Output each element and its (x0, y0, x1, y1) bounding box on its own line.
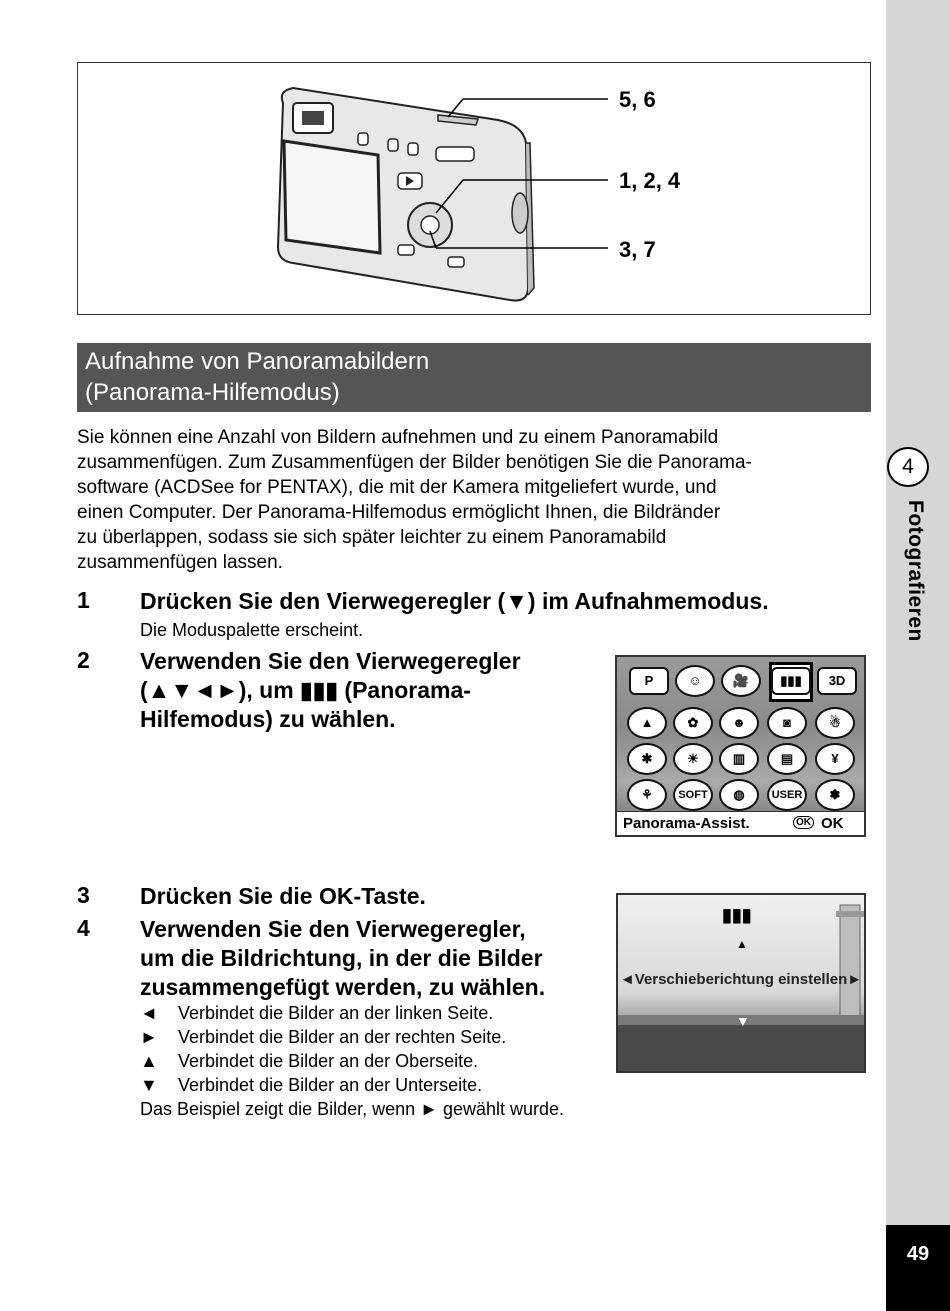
section-title-line2: (Panorama-Hilfemodus) (85, 379, 340, 406)
step-line: Drücken Sie die OK-Taste. (140, 883, 426, 909)
snow-icon: ☃ (815, 707, 855, 739)
panorama-icon: ▮▮▮ (722, 905, 752, 925)
legend-row (140, 1075, 482, 1096)
legend-row (140, 1027, 506, 1048)
intro-line: zu überlappen, sodass sie sich später leichter zu einem Panoramabild (77, 527, 667, 548)
step-line: zusammengefügt werden, zu wählen. (140, 974, 546, 1000)
step-note: Die Moduspalette erscheint. (140, 620, 364, 640)
soft-mode-icon: SOFT (673, 779, 713, 811)
ok-icon: OK (793, 816, 814, 829)
step-line: Verwenden Sie den Vierwegeregler, (140, 916, 526, 942)
self-portrait-icon: ◙ (767, 707, 807, 739)
direction-label: ◄Verschieberichtung einstellen► (619, 971, 863, 988)
portrait-icon: ☻ (719, 707, 759, 739)
legend-row (140, 1003, 493, 1024)
intro-line: software (ACDSee for PENTAX), die mit der Kamera mitgeliefert wurde, und (77, 477, 717, 498)
sunset-icon: ☀ (673, 743, 713, 775)
camera-illustration (78, 63, 872, 316)
legend-text: Verbindet die Bilder an der Unterseite. (178, 1075, 483, 1095)
step-line: Hilfemodus) zu wählen. (140, 706, 396, 732)
intro-line: Sie können eine Anzahl von Bildern aufnehmen und zu einem Panoramabild (77, 427, 719, 448)
intro-line: zusammenfügen. Zum Zusammenfügen der Bilder benötigen Sie die Panorama- (77, 452, 752, 473)
flower-icon: ✿ (673, 707, 713, 739)
step-instruction (140, 915, 545, 1002)
sport-icon: ⚘ (627, 779, 667, 811)
step-number: 2 (77, 647, 90, 673)
ok-label: OK (821, 815, 844, 832)
step-line: Drücken Sie den Vierwegeregler (▼) im Aufnahmemodus. (140, 588, 769, 614)
program-mode-icon: P (629, 667, 669, 695)
step-instruction (140, 882, 426, 911)
camera-figure (77, 62, 871, 315)
step-line: Verwenden Sie den Vierwegeregler (140, 648, 521, 674)
chapter-number-badge: 4 (887, 447, 929, 487)
step-number: 1 (77, 587, 90, 613)
3d-mode-icon: 3D (817, 667, 857, 695)
chapter-title: Fotografieren (904, 500, 927, 642)
callout-label: 3, 7 (619, 237, 656, 262)
palette-mode-label: Panorama-Assist. (623, 815, 750, 832)
pet-icon: ✽ (815, 779, 855, 811)
example-note: Das Beispiel zeigt die Bilder, wenn ► gewählt wurde. (140, 1099, 565, 1119)
user-mode-icon: USER (767, 779, 807, 811)
step-instruction (140, 587, 769, 616)
intro-line: zusammenfügen lassen. (77, 552, 283, 573)
step-number: 3 (77, 882, 90, 908)
intro-line: einen Computer. Der Panorama-Hilfemodus ermöglicht Ihnen, die Bildränder (77, 502, 721, 523)
callout-label: 1, 2, 4 (619, 168, 681, 193)
step-line: um die Bildrichtung, in der die Bilder (140, 945, 543, 971)
mode-palette-screen (615, 655, 866, 837)
legend-symbol: ◄ (140, 1003, 158, 1023)
legend-symbol: ▼ (140, 1075, 158, 1095)
legend-text: Verbindet die Bilder an der linken Seite. (178, 1003, 494, 1023)
panorama-icon: ▮▮▮ (771, 667, 811, 695)
callout-label: 5, 6 (619, 87, 656, 112)
night-portrait-icon: ☺ (675, 665, 715, 697)
step-instruction (140, 647, 521, 734)
section-title-line1: Aufnahme von Panoramabildern (85, 348, 430, 375)
food-icon: ¥ (815, 743, 855, 775)
legend-text: Verbindet die Bilder an der rechten Seite. (178, 1027, 507, 1047)
fireworks-icon: ✱ (627, 743, 667, 775)
legend-row (140, 1051, 478, 1072)
step-line: (▲▼◄►), um ▮▮▮ (Panorama- (140, 677, 471, 703)
museum-icon: ▥ (719, 743, 759, 775)
palette-status-bar (617, 811, 864, 835)
landscape-icon: ▲ (627, 707, 667, 739)
text-mode-icon: ▤ (767, 743, 807, 775)
page-number: 49 (886, 1225, 950, 1311)
direction-screen (616, 893, 866, 1073)
legend-text: Verbindet die Bilder an der Oberseite. (178, 1051, 479, 1071)
down-arrow-icon: ▼ (736, 1013, 750, 1029)
step-number: 4 (77, 915, 90, 941)
movie-icon: 🎥 (721, 665, 761, 697)
intro-paragraph (77, 425, 877, 575)
section-heading (77, 343, 871, 412)
legend-symbol: ▲ (140, 1051, 158, 1071)
legend-symbol: ► (140, 1027, 158, 1047)
up-arrow-icon: ▲ (736, 937, 748, 951)
filter-icon: ◍ (719, 779, 759, 811)
